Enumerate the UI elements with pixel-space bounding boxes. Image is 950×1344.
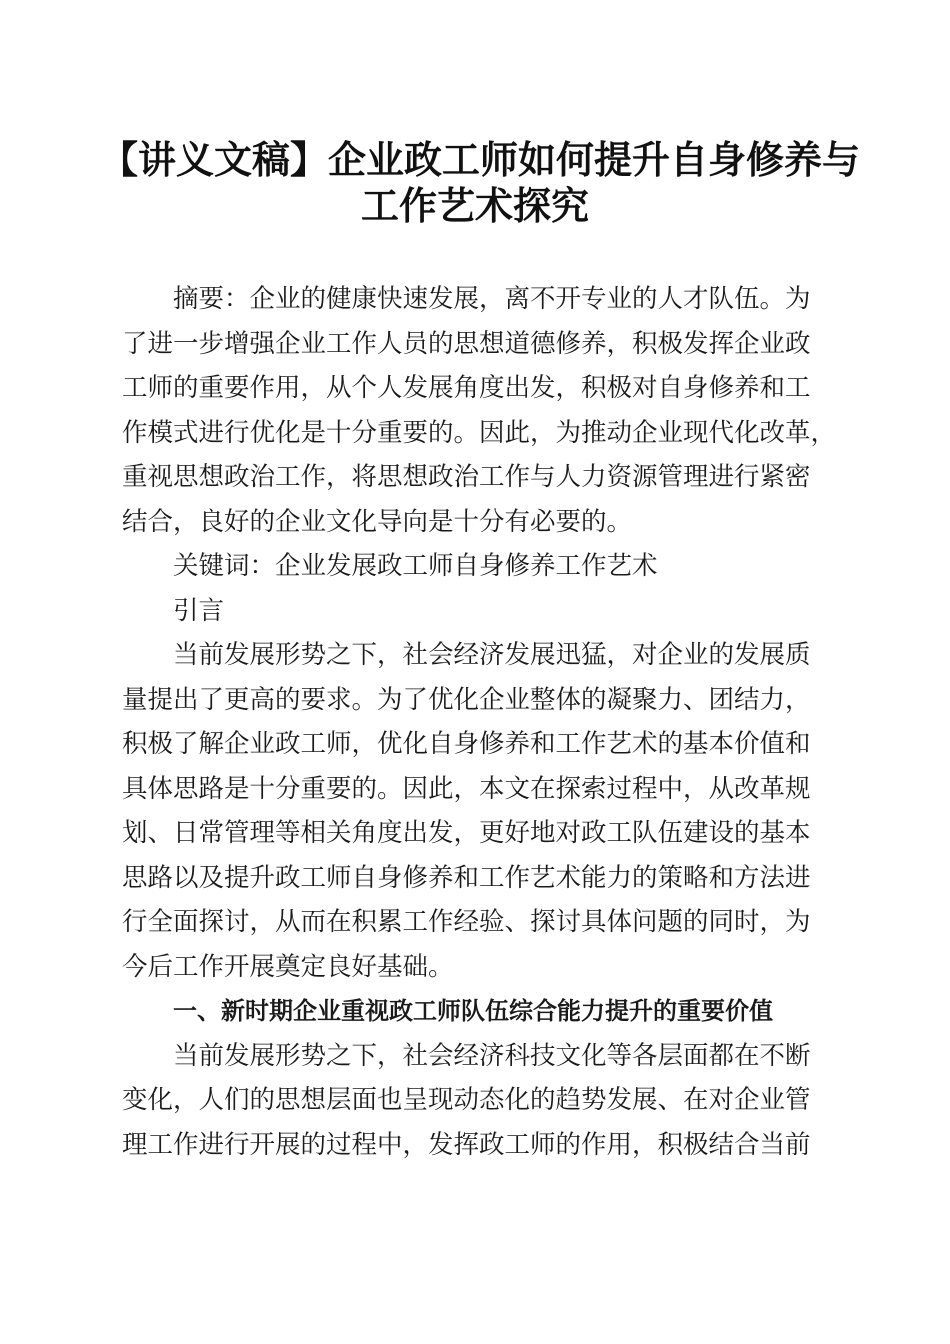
intro-line: 行全面探讨，从而在积累工作经验、探讨具体问题的同时，为 [122,907,811,937]
title-line-1: 【讲义文稿】企业政工师如何提升自身修养与 [100,137,861,182]
abstract-line: 了进一步增强企业工作人员的思想道德修养，积极发挥企业政 [122,328,811,359]
document-title [100,137,861,229]
section-1-heading: 一、新时期企业重视政工师队伍综合能力提升的重要价值 [173,997,773,1025]
title-line-2: 工作艺术探究 [360,183,589,228]
section-1-line: 理工作进行开展的过程中，发挥政工师的作用，积极结合当前 [122,1129,811,1160]
intro-heading: 引言 [173,595,225,626]
keywords-line: 关键词：企业发展政工师自身修养工作艺术 [173,551,658,581]
section-1-paragraph [122,1034,828,1168]
document-body [122,277,837,1167]
intro-line: 划、日常管理等相关角度出发，更好地对政工队伍建设的基本 [122,818,811,848]
intro-line: 具体思路是十分重要的。因此，本文在探索过程中，从改革规 [122,773,811,804]
intro-line: 思路以及提升政工师自身修养和工作艺术能力的策略和方法进 [122,862,811,893]
abstract-line: 作模式进行优化是十分重要的。因此，为推动企业现代化改革， [122,417,837,448]
abstract-line: 工师的重要作用，从个人发展角度出发，积极对自身修养和工 [122,373,811,403]
abstract-line: 结合，良好的企业文化导向是十分有必要的。 [122,506,633,537]
abstract-line: 重视思想政治工作，将思想政治工作与人力资源管理进行紧密 [122,462,811,492]
abstract-paragraph [122,277,837,544]
abstract-line: 摘要：企业的健康快速发展，离不开专业的人才队伍。为 [173,284,811,314]
intro-line: 量提出了更高的要求。为了优化企业整体的凝聚力、团结力， [122,684,811,715]
section-1-line: 变化，人们的思想层面也呈现动态化的趋势发展、在对企业管 [122,1085,811,1115]
intro-paragraph [122,633,828,989]
intro-line: 积极了解企业政工师，优化自身修养和工作艺术的基本价值和 [122,729,811,759]
intro-line: 今后工作开展奠定良好基础。 [122,951,454,982]
section-1-line: 当前发展形势之下，社会经济科技文化等各层面都在不断 [173,1040,811,1071]
intro-line: 当前发展形势之下，社会经济发展迅猛，对企业的发展质 [173,640,811,670]
